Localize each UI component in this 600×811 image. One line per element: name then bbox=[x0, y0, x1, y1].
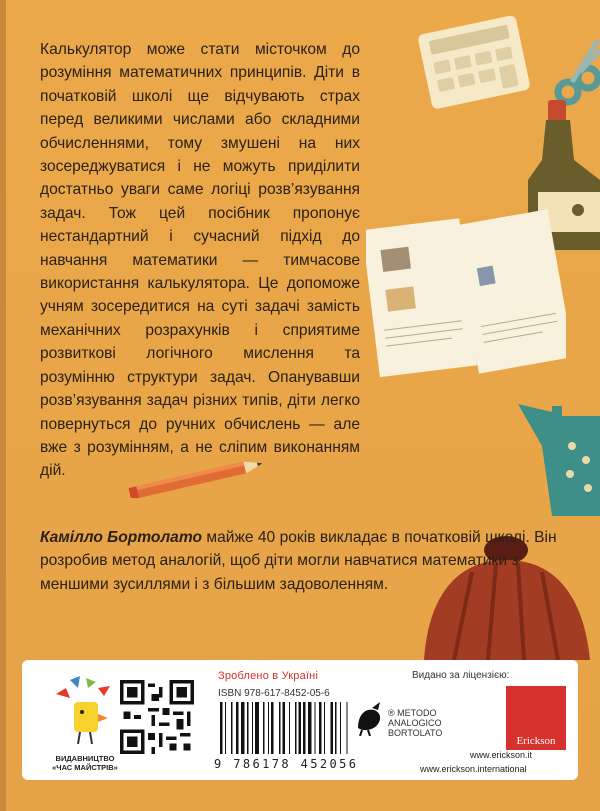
barcode-bar bbox=[282, 702, 284, 754]
barcode-bar bbox=[252, 702, 253, 754]
barcode-bar bbox=[298, 702, 300, 754]
website-erickson-it[interactable]: www.erickson.it bbox=[470, 750, 533, 760]
barcode-bar bbox=[314, 702, 315, 754]
barcode-bar bbox=[236, 702, 238, 754]
barcode-bar bbox=[271, 702, 273, 754]
publisher-name-line2: «ЧАС МАЙСТРІВ» bbox=[52, 763, 118, 772]
description-text: Калькулятор може стати місточком до розуміння математичних принципів. Діти в початковій школі ще відчувають страх перед великими числами або складними обчисленнями, тому змушені на них зосереджуватися і не можуть приділити достатньо уваги саме логіці розв’язування задач. Тож цей посібник пропонує нестандартний і сучасний підхід до навчання математики — тимчасове використання калькулятора. Це допоможе учням зосередитися на суті задачі замість механічних розрахунків і сприятиме розвиткові логічного мислення та розумінню структури задач. Опанувавши розв’язування задач різних типів, діти легко повернуться до ручних обчислень — але вже з розумінням, а не сліпим виконанням дій. bbox=[40, 41, 360, 480]
barcode-bar bbox=[231, 702, 232, 754]
erickson-logo bbox=[506, 686, 566, 750]
watering-can-illustration bbox=[512, 376, 600, 516]
worksheet-illustration bbox=[366, 200, 566, 380]
barcode-bar bbox=[330, 702, 332, 754]
qr-code[interactable] bbox=[120, 680, 194, 754]
barcode-bar bbox=[225, 702, 226, 754]
barcode-bar bbox=[241, 702, 245, 754]
barcode-bar bbox=[308, 702, 312, 754]
pencil-illustration bbox=[124, 458, 274, 498]
barcode-bar bbox=[324, 702, 325, 754]
barcode-bar bbox=[289, 702, 290, 754]
metodo-line3: BORTOLATO bbox=[388, 728, 443, 738]
barcode-bar bbox=[346, 702, 347, 754]
author-bio bbox=[40, 526, 560, 596]
barcode-bar bbox=[255, 702, 259, 754]
barcode-bar bbox=[268, 702, 269, 754]
metodo-line2: ANALOGICO bbox=[388, 718, 442, 728]
made-in-ukraine: Зроблено в Україні bbox=[218, 670, 319, 682]
metodo-logo-text bbox=[388, 708, 442, 738]
author-name: Камілло Бортолато bbox=[40, 529, 203, 546]
barcode-bar bbox=[279, 702, 280, 754]
barcode-bar bbox=[303, 702, 305, 754]
barcode-bar bbox=[263, 702, 264, 754]
publisher-name-line1: ВИДАВНИЦТВО bbox=[55, 754, 115, 763]
barcode-bar bbox=[247, 702, 248, 754]
barcode-bar bbox=[335, 702, 336, 754]
scissors-illustration bbox=[540, 30, 600, 110]
barcode-bar bbox=[319, 702, 321, 754]
calculator-illustration bbox=[414, 12, 536, 112]
barcode-bar bbox=[340, 702, 341, 754]
barcode-bar bbox=[295, 702, 296, 754]
license-label: Видано за ліцензією: bbox=[412, 670, 510, 681]
author-bio-text: майже 40 років викладає в початковій школі. Він розробив метод аналогій, щоб діти могли навчатися математики з меншими зусиллями і з більшим задоволенням. bbox=[40, 529, 557, 593]
erickson-logo-text: Erickson bbox=[516, 735, 556, 747]
barcode-digits: 9 786178 452056 bbox=[214, 757, 359, 771]
isbn: ISBN 978-617-8452-05-6 bbox=[218, 688, 330, 699]
spine-edge bbox=[0, 0, 6, 811]
barcode-bar bbox=[220, 702, 222, 754]
website-erickson-international[interactable]: www.erickson.international bbox=[420, 764, 527, 774]
publisher-logo bbox=[52, 674, 116, 752]
barcode bbox=[216, 702, 384, 758]
metodo-line1: ® METODO bbox=[388, 708, 437, 718]
